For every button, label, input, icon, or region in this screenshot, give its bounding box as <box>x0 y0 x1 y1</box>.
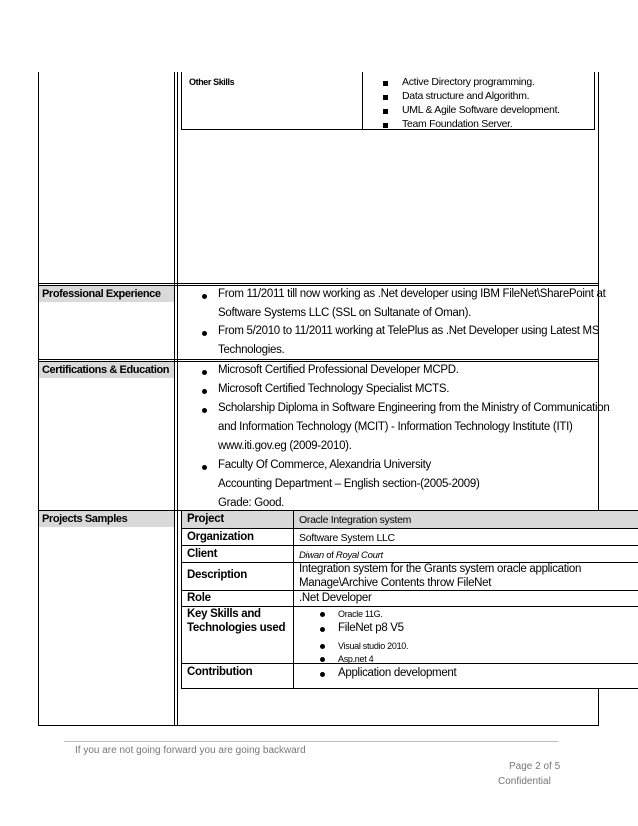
cert-item-cont: and Information Technology (MCIT) - Information Technology Institute (ITI) <box>218 421 573 433</box>
description-label: Description <box>187 569 247 581</box>
project-label: Project <box>187 513 224 525</box>
skill-item: Team Foundation Server. <box>402 118 513 130</box>
outer-border-right-bottom <box>598 688 599 725</box>
bullet-icon <box>202 389 207 394</box>
outer-border-left <box>38 72 39 725</box>
cert-item-cont: Accounting Department – English section-(2005-2009) <box>218 478 480 490</box>
description-value-cont: Manage\Archive Contents throw FileNet <box>299 577 492 589</box>
projects-label: Projects Samples <box>42 513 128 525</box>
proj-grid <box>181 510 182 688</box>
skill-item: UML & Agile Software development. <box>402 104 560 116</box>
proj-grid <box>181 663 638 664</box>
tech-item: Asp.net 4 <box>338 654 374 664</box>
cert-item: Microsoft Certified Technology Specialist MCTS. <box>218 383 450 395</box>
cert-item: Faculty Of Commerce, Alexandria University <box>218 459 431 471</box>
skills-label-cont: Technologies used <box>187 622 286 634</box>
skills-box-bottom <box>181 129 595 130</box>
cert-item: Microsoft Certified Professional Developer MCPD. <box>218 364 459 376</box>
footer-motto: If you are not going forward you are going backward <box>75 745 306 756</box>
confidential-label: Confidential <box>498 776 551 787</box>
col-divider-inner <box>177 72 178 725</box>
experience-item-cont: Technologies. <box>218 344 285 356</box>
col-divider <box>174 72 175 725</box>
client-value-part: Royal Court <box>335 550 383 561</box>
role-label: Role <box>187 592 211 604</box>
bullet-icon <box>320 612 325 617</box>
tech-item: FileNet p8 V5 <box>338 622 404 634</box>
proj-grid <box>181 688 638 689</box>
client-value-part: of <box>323 550 336 561</box>
tech-item: Visual studio 2010. <box>338 641 409 651</box>
client-value <box>299 550 383 561</box>
skills-box-right <box>594 72 595 129</box>
description-value: Integration system for the Grants system oracle application <box>299 563 582 575</box>
bullet-icon <box>320 627 325 632</box>
skills-box-mid <box>362 72 363 129</box>
bullet-icon <box>320 657 325 662</box>
tech-item: Oracle 11G. <box>338 609 383 619</box>
project-value: Oracle Integration system <box>299 514 412 526</box>
contribution-value: Application development <box>338 667 457 679</box>
skill-item: Active Directory programming. <box>402 76 535 88</box>
outer-border-bottom <box>38 725 599 726</box>
proj-grid <box>181 606 638 607</box>
bullet-icon <box>320 644 325 649</box>
bullet-icon <box>202 465 207 470</box>
bullet-icon <box>202 331 207 336</box>
skills-box-left <box>181 72 182 129</box>
bullet-icon <box>202 408 207 413</box>
experience-item: From 11/2011 till now working as .Net developer using IBM FileNet\SharePoint at <box>218 288 606 300</box>
bullet-icon <box>202 370 207 375</box>
footer-rule <box>64 741 558 742</box>
contribution-label: Contribution <box>187 666 253 678</box>
other-skills-label: Other Skills <box>189 77 235 87</box>
professional-experience-label: Professional Experience <box>42 288 161 300</box>
cert-item-cont: www.iti.gov.eg (2009-2010). <box>218 440 352 452</box>
skill-bullet-icon <box>383 109 388 114</box>
bullet-icon <box>320 672 325 677</box>
skills-label: Key Skills and <box>187 608 261 620</box>
client-value-part: Diwan <box>299 550 324 561</box>
certifications-label: Certifications & Education <box>42 364 170 376</box>
bullet-icon <box>202 294 207 299</box>
cert-item-cont: Grade: Good. <box>218 497 285 509</box>
organization-label: Organization <box>187 531 254 543</box>
role-value: .Net Developer <box>299 592 372 604</box>
skill-bullet-icon <box>383 81 388 86</box>
skill-bullet-icon <box>383 95 388 100</box>
proj-grid <box>181 590 638 591</box>
row-line-top <box>38 283 599 284</box>
client-label: Client <box>187 548 218 560</box>
proj-grid <box>181 545 638 546</box>
experience-item: From 5/2010 to 11/2011 working at TelePlus as .Net Developer using Latest MS <box>218 325 600 337</box>
organization-value: Software System LLC <box>299 532 395 544</box>
experience-item-cont: Software Systems LLC (SSL on Sultanate of Oman). <box>218 307 471 319</box>
skill-bullet-icon <box>383 123 388 128</box>
skill-item: Data structure and Algorithm. <box>402 90 530 102</box>
page-number: Page 2 of 5 <box>509 761 561 772</box>
row-line <box>38 359 599 360</box>
proj-grid <box>293 510 294 688</box>
proj-grid <box>181 528 638 529</box>
cert-item: Scholarship Diploma in Software Engineering from the Ministry of Communication <box>218 402 610 414</box>
